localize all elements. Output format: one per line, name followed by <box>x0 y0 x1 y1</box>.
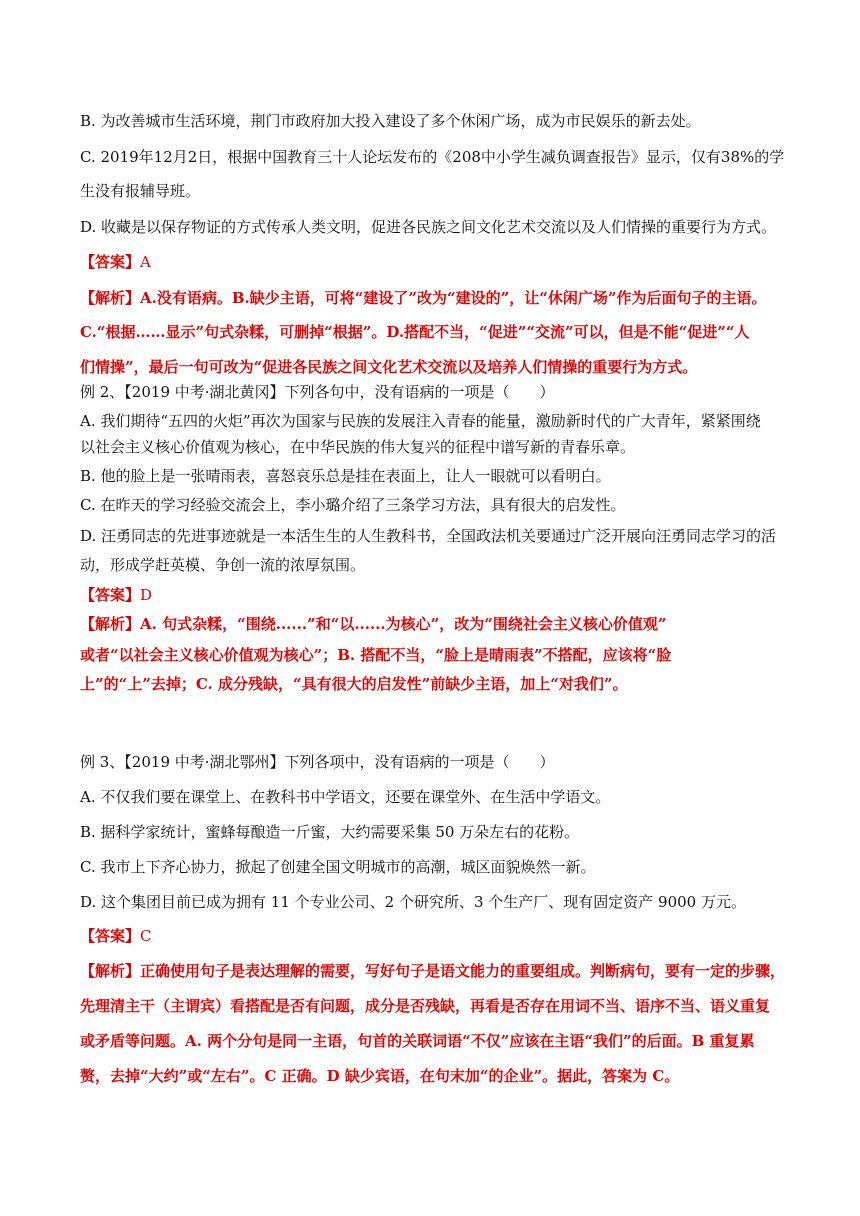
ex1-analysis-line2: C.“根据……显示”句式杂糅，可删掉“根据”。D.搭配不当，“促进”“交流”可以，但是不能“促进”“人 <box>80 323 750 341</box>
ex3-analysis-line4: 赘，去掉“大约”或“左右”。C 正确。D 缺少宾语，在句末加“的企业”。据此，答案为 C。 <box>80 1067 680 1085</box>
ex1-option-d: D. 收藏是以保存物证的方式传承人类文明，促进各民族之间文化艺术交流以及人们情操的重要行为方式。 <box>80 218 777 236</box>
ex3-answer <box>80 926 152 946</box>
ex2-option-c: C. 在昨天的学习经验交流会上，李小璐介绍了三条学习方法，具有很大的启发性。 <box>80 496 626 514</box>
ex3-analysis-line3: 或矛盾等问题。A. 两个分句是同一主语，句首的关联词语“不仅”应该在主语“我们”的后面。B 重复累 <box>80 1032 755 1050</box>
answer-value: A <box>140 253 151 271</box>
ex2-answer <box>80 585 152 605</box>
ex2-option-d-line2: 动，形成学赶英模、争创一流的浓厚氛围。 <box>80 556 366 574</box>
answer-label: 【答案】 <box>80 927 141 945</box>
analysis-label: 【解析】 <box>80 615 141 633</box>
analysis-text: 正确使用句子是表达理解的需要，写好句子是语文能力的重要组成。判断病句，要有一定的步骤， <box>140 962 786 980</box>
answer-value: D <box>140 586 153 604</box>
ex1-analysis-line1 <box>80 288 767 308</box>
ex3-option-b: B. 据科学家统计，蜜蜂每酿造一斤蜜，大约需要采集 50 万朵左右的花粉。 <box>80 823 580 841</box>
ex3-option-c: C. 我市上下齐心协力，掀起了创建全国文明城市的高潮，城区面貌焕然一新。 <box>80 858 596 876</box>
ex2-analysis-line1 <box>80 614 667 634</box>
ex2-option-a-line2: 以社会主义核心价值观为核心，在中华民族的伟大复兴的征程中谱写新的青春乐章。 <box>80 438 636 456</box>
ex2-question: 例 2、【2019 中考·湖北黄冈】下列各句中，没有语病的一项是（ ） <box>80 383 555 401</box>
ex1-option-c-line2: 生没有报辅导班。 <box>80 182 201 200</box>
ex3-analysis-line2: 先理清主干（主谓宾）看搭配是否有问题，成分是否残缺，再看是否存在用词不当、语序不当、语义重复 <box>80 997 771 1015</box>
analysis-label: 【解析】 <box>80 962 141 980</box>
analysis-text: A. 句式杂糅，“围绕......”和“以......为核心”，改为“围绕社会主义核心价值观” <box>140 615 667 633</box>
answer-value: C <box>140 927 152 945</box>
ex3-analysis-line1 <box>80 961 785 981</box>
ex2-analysis-line2: 或者“以社会主义核心价值观为核心”；B. 搭配不当，“脸上是晴雨表”不搭配，应该将“脸 <box>80 646 672 664</box>
ex1-answer <box>80 252 151 272</box>
analysis-label: 【解析】 <box>80 289 141 307</box>
ex3-option-a: A. 不仅我们要在课堂上、在教科书中学语文，还要在课堂外、在生活中学语文。 <box>80 788 611 806</box>
ex1-analysis-line3: 们情操”，最后一句可改为“促进各民族之间文化艺术交流以及培养人们情操的重要行为方式。 <box>80 358 698 376</box>
ex2-option-b: B. 他的脸上是一张晴雨表，喜怒哀乐总是挂在表面上，让人一眼就可以看明白。 <box>80 467 611 485</box>
ex2-option-d-line1: D. 汪勇同志的先进事迹就是一本活生生的人生教科书，全国政法机关要通过广泛开展向汪勇同志学习的活 <box>80 527 777 545</box>
analysis-text: A.没有语病。B.缺少主语，可将“建设了”改为“建设的”，让“休闲广场”作为后面句子的主语。 <box>140 289 767 307</box>
ex2-analysis-line3: 上”的“上”去掉；C. 成分残缺，“具有很大的启发性”前缺少主语，加上“对我们”。 <box>80 675 628 693</box>
answer-label: 【答案】 <box>80 586 141 604</box>
ex1-option-b: B. 为改善城市生活环境，荆门市政府加大投入建设了多个休闲广场，成为市民娱乐的新去处。 <box>80 112 701 130</box>
ex3-option-d: D. 这个集团目前已成为拥有 11 个专业公司、2 个研究所、3 个生产厂、现有固定资产 9000 万元。 <box>80 893 746 911</box>
ex1-option-c-line1: C. 2019年12月2日，根据中国教育三十人论坛发布的《208中小学生减负调查报告》显示，仅有38%的学 <box>80 148 785 166</box>
answer-label: 【答案】 <box>80 253 141 271</box>
ex2-option-a-line1: A. 我们期待“五四的火炬”再次为国家与民族的发展注入青春的能量，激励新时代的广大青年，紧紧围绕 <box>80 412 761 430</box>
ex3-question: 例 3、【2019 中考·湖北鄂州】下列各项中，没有语病的一项是（ ） <box>80 753 555 771</box>
